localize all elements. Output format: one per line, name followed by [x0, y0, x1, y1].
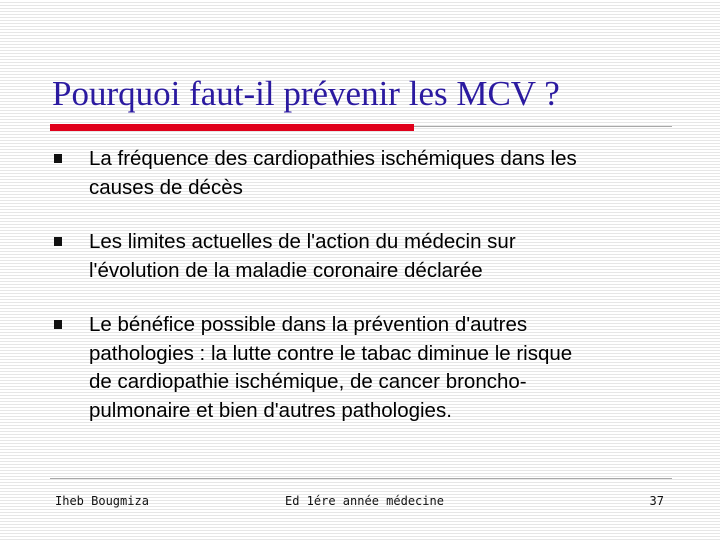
- bullet-list: [54, 145, 674, 451]
- bullet-line: pulmonaire et bien d'autres pathologies.: [89, 398, 452, 422]
- bullet-line: Les limites actuelles de l'action du médecin sur: [89, 230, 516, 253]
- slide-title: Pourquoi faut-il prévenir les MCV ?: [52, 74, 560, 113]
- bullet-line: Le bénéfice possible dans la prévention d'autres: [89, 313, 528, 336]
- bullet-line: La fréquence des cardiopathies ischémiques dans les: [89, 147, 577, 170]
- bullet-line: pathologies : la lutte contre le tabac diminue le risque: [89, 341, 573, 365]
- footer-divider: [50, 478, 672, 479]
- bullet-line: de cardiopathie ischémique, de cancer broncho-: [89, 370, 527, 393]
- bullet-line: l'évolution de la maladie coronaire déclarée: [89, 258, 483, 282]
- square-bullet-icon: [54, 154, 62, 163]
- footer-course: Ed 1ére année médecine: [285, 494, 444, 508]
- page-number: 37: [649, 494, 664, 508]
- square-bullet-icon: [54, 237, 62, 246]
- bullet-line: causes de décès: [89, 175, 243, 199]
- bullet-item: [54, 311, 674, 425]
- square-bullet-icon: [54, 320, 62, 329]
- footer-author: Iheb Bougmiza: [55, 494, 149, 508]
- title-underline-red: [50, 124, 414, 131]
- bullet-item: [54, 145, 674, 202]
- bullet-item: [54, 228, 674, 285]
